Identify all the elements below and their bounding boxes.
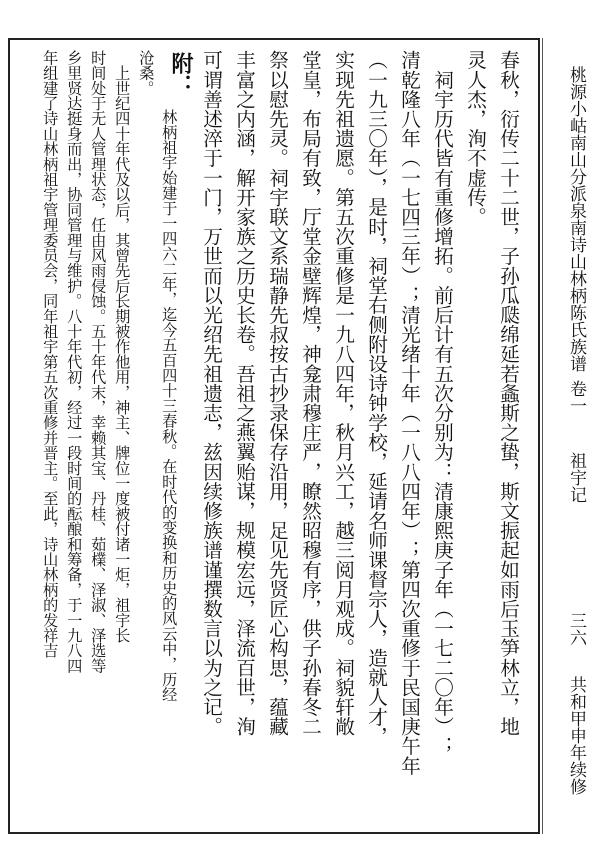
body-column-3: 祠宇历代皆有重修增拓。前后计有五次分别为：清康熙庚子年（一七二〇年）； <box>430 50 454 756</box>
page-number: 三六 <box>566 612 586 646</box>
body-column-8: 祭以慰先灵。祠宇联文系瑞静先叔按古抄录保存沿用，足见先贤匠心构思，蕴藏 <box>265 50 289 736</box>
body-column-6: 实现先祖遗愿。第五次重修是一九八四年，秋月兴工，越三阅月观成。祠貌轩敞 <box>331 50 355 736</box>
appendix-column-4: 时间处于无人管理状态，任由风雨侵蚀。五十年代末，幸赖其宝、丹桂、茹檏、泽淑、泽选等 <box>89 50 108 674</box>
body-column-5: （一九三〇年），是时，祠堂右侧附设诗钟学校，延请名师课督宗人，造就人才， <box>364 50 388 746</box>
body-column-9: 丰富之内涵，解开家族之历史长卷。吾祖之燕翼贻谋，规模宏远，泽流百世，洵 <box>232 50 256 736</box>
body-column-2: 灵人杰，洵不虚传。 <box>463 50 487 227</box>
body-column-1: 春秋，衍传二十二世，子孙瓜瓞绵延若螽斯之蛰，斯文振起如雨后玉笋林立，地 <box>496 50 520 736</box>
body-column-7: 堂皇，布局有致，厅堂金壁辉煌，神龛肃穆庄严，瞭然昭穆有序，供子孙春冬二 <box>298 50 322 736</box>
body-column-10: 可谓善述淬于一门，万世而以光绍先祖遗志，兹因续修族谱谨撰数言以为之记。 <box>199 50 223 736</box>
body-column-4: 清乾隆八年（一七四三年）；清光绪十年（一八八四年）；第四次重修于民国庚午年 <box>397 50 421 776</box>
appendix-column-3: 上世纪四十年代及以后，其曾先后长期被作他用，神主、牌位一度被付诸一炬，祖宇长 <box>113 50 132 643</box>
appendix-column-1: 林柄祖宇始建于一四六二年，迄今五百四十三春秋。在时代的变换和历史的风云中，历经 <box>160 94 179 702</box>
appendix-column-5: 乡里贤达挺身而出，协同管理与维护。八十年代初，经过一段时间的酝酿和筹备，于一九八四 <box>65 50 84 674</box>
appendix-column-6: 年组建了诗山林柄祖宇管理委员会，同年祖宇第五次重修并晋主。至此，诗山林柄的发祥吉 <box>41 50 60 658</box>
appendix-heading: 附： <box>168 52 194 96</box>
margin-divider <box>542 38 543 834</box>
volume-label: 卷一 <box>566 380 586 414</box>
edition-label: 共和甲申年续修 <box>566 676 586 795</box>
appendix-column-2: 沧桑。 <box>137 50 156 96</box>
book-title: 桃源小岵南山分派泉南诗山林柄陈氏族谱 <box>566 66 586 372</box>
section-title: 祖宇记 <box>566 452 586 503</box>
